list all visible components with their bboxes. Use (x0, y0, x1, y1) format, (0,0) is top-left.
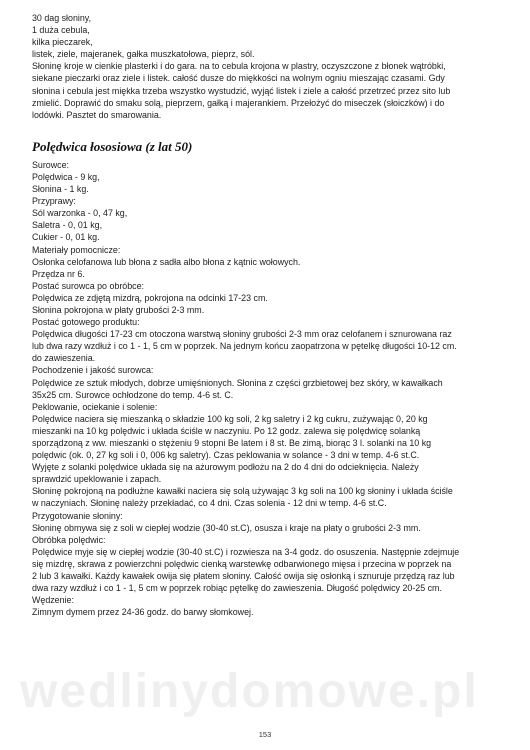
text-line: siekane pieczarki oraz ziele i listek. całość dusze do miękkości na wolnym ogniu mieszając czasami. Gdy (32, 73, 445, 84)
text-line: Obróbka polędwic: (32, 534, 106, 545)
text-line: Wyjęte z solanki polędwice układa się na ażurowym podłożu na 2 do 4 dni do odcieknięcia. Należy (32, 462, 419, 473)
text-line: Postać gotowego produktu: (32, 317, 140, 328)
text-line: Przyprawy: (32, 196, 76, 207)
text-line: Polędwica - 9 kg, (32, 171, 100, 182)
text-line: Polędwica długości 17-23 cm otoczona warstwą słoniny grubości 2-3 mm oraz celofanem i sznurowana raz (32, 329, 452, 340)
text-line: Słonina - 1 kg. (32, 184, 89, 195)
text-line: listek, ziele, majeranek, gałka muszkatołowa, pieprz, sól. (32, 49, 255, 60)
watermark-logo: wedlinydomowe.pl (20, 665, 479, 718)
text-line: 35x25 cm. Surowce ochłodzone do temp. 4-6 st. C. (32, 389, 234, 400)
text-line: Przygotowanie słoniny: (32, 510, 123, 521)
text-line: Słonina pokrojona w płaty grubości 2-3 mm. (32, 304, 205, 315)
text-line: Polędwica ze zdjętą mizdrą, pokrojona na odcinki 17-23 cm. (32, 292, 268, 303)
text-line: Słoninę obmywa się z soli w ciepłej wodzie (30-40 st.C), osusza i kraje na płaty o grubości 2-3 mm. (32, 522, 421, 533)
text-line: 1 duża cebula, (32, 25, 90, 36)
text-line: Przędza nr 6. (32, 268, 85, 279)
text-line: sprawdzić upeklowanie i zapach. (32, 474, 162, 485)
document-page (32, 12, 502, 618)
text-line: polędwic (ok. 0, 27 kg soli i 0, 006 kg saletry). Czas peklowania w solance - 3 dni w temp. 4-6 st.C. (32, 450, 420, 461)
text-line: do zawieszenia. (32, 353, 96, 364)
text-line: Cukier - 0, 01 kg. (32, 232, 100, 243)
recipe-body (32, 159, 502, 619)
text-line: Postać surowca po obróbce: (32, 280, 144, 291)
text-line: 2 lub 3 kawałki. Każdy kawałek owija się płatem słoniny. Całość owija się osłonką i sznuruje przędzą raz lub (32, 571, 455, 582)
text-line: zmielić. Doprawić do smaku solą, pieprzem, gałką i majerankiem. Przełożyć do miseczek (słoiczków) i do (32, 97, 445, 108)
pasztet-recipe-text (32, 12, 502, 121)
text-line: lodówki. Pasztet do smarowania. (32, 109, 162, 120)
text-line: Saletra - 0, 01 kg, (32, 220, 103, 231)
text-line: Wędzenie: (32, 595, 74, 606)
text-line: sporządzoną z ww. mieszanki o stężeniu 9 stopni Be latem i 8 st. Be zimą, biorąc 3 l. solanki na 10 kg (32, 438, 432, 448)
text-line: Peklowanie, ociekanie i solenie: (32, 401, 158, 412)
page-number: 153 (258, 730, 272, 739)
text-line: słonina i cebula jest miękka trzeba wszystko wystudzić, wyjąć listek i ziele a całość przetrzeć przez sito lub (32, 85, 451, 96)
text-line: kilka pieczarek, (32, 37, 93, 48)
text-line: 30 dag słoniny, (32, 13, 92, 23)
text-line: Słoninę kroje w cienkie plasterki i do gara. na to cebula krojona w plastry, oczyszczone z błonek wątróbki, (32, 61, 446, 72)
text-line: Zimnym dymem przez 24-36 godz. do barwy słomkowej. (32, 607, 254, 618)
text-line: Osłonka celofanowa lub błona z sadła albo błona z kątnic wołowych. (32, 256, 301, 267)
text-line: się mizdrę, skrawa z powierzchni polędwic cienką warstewkę odbarwionego mięsa i przecina w poprzek na (32, 558, 452, 569)
recipe-title: Polędwica łososiowa (z lat 50) (32, 138, 193, 154)
text-line: Materiały pomocnicze: (32, 244, 121, 255)
text-line: Pochodzenie i jakość surowca: (32, 365, 154, 376)
text-line: mieszanki na 10 kg polędwic i układa ściśle w naczyniu. Po 12 godz. zalewa się polędwicę solanką (32, 425, 421, 436)
text-line: Sól warzonka - 0, 47 kg, (32, 208, 128, 219)
text-line: w naczyniach. Słoninę należy przekładać, co 4 dni. Czas solenia - 12 dni w temp. 4-6 st.C. (32, 498, 387, 509)
text-line: lub dwa razy wzdłuż i co 1 - 1, 5 cm w poprzek. Na jednym końcu zaopatrzona w pętelkę długości 10-12 cm. (32, 341, 457, 352)
text-line: Słoninę pokrojoną na podłużne kawałki naciera się solą używając 3 kg soli na 100 kg słoniny i układa ściśle (32, 486, 453, 497)
text-line: dwa razy wzdłuż i co 1 - 1, 5 cm w poprzek robiąc pętelkę do zawieszenia. Długość polędwicy 20-25 cm. (32, 583, 442, 594)
text-line: Surowce: (32, 159, 69, 170)
text-line: Polędwice naciera się mieszanką o składzie 100 kg soli, 2 kg saletry i 2 kg cukru, zużywając 0, 20 kg (32, 413, 428, 424)
text-line: Polędwice myje się w ciepłej wodzie (30-40 st.C) i rozwiesza na 3-4 godz. do osuszenia. Następnie zdejmuje (32, 546, 460, 557)
text-line: Polędwice ze sztuk młodych, dobrze umięśnionych. Słonina z części grzbietowej bez skóry, w kawałkach (32, 377, 443, 388)
